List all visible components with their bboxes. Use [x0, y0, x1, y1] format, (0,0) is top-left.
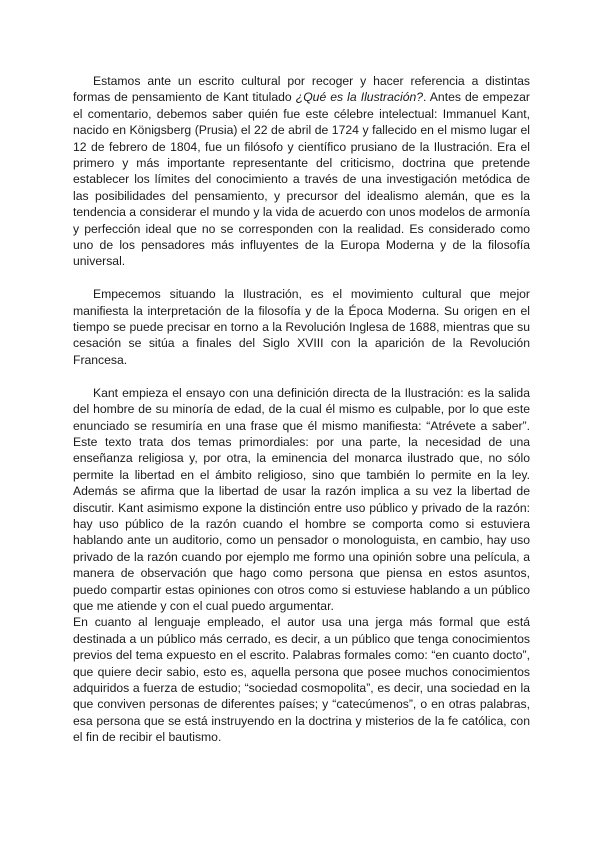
paragraph-intro-rest: . Antes de empezar el comentario, debemos saber quién fue este célebre intelectual: Immanuel Kant, nacido en Königsberg (Prusia) el 22 de abril de 1724 y fallecido en el mismo lugar el 12 de febrero de 1804, fue un filósofo y científico prusiano de la Ilustración. Era el primero y más importante representante del criticismo, doctrina que pretende establecer los límites del conocimiento a través de una investigación metódica de las posibilidades del pensamiento, y precursor del idealismo alemán, que es la tendencia a considerar el mundo y la vida de acuerdo con unos modelos de armonía y perfección ideal que no se corresponden con la realidad. Es considerado como uno de los pensadores más influyentes de la Europa Moderna y de la filosofía universal. [73, 90, 530, 269]
paragraph-enlightenment: Empecemos situando la Ilustración, es el movimiento cultural que mejor manifiesta la interpretación de la filosofía y de la Época Moderna. Su origen en el tiempo se puede precisar en torno a la Revolución Inglesa de 1688, mientras que su cesación se sitúa a finales del Siglo XVIII con la aparición de la Revolución Francesa. [73, 287, 530, 367]
paragraph-definition: Kant empieza el ensayo con una definición directa de la Ilustración: es la salida del hombre de su minoría de edad, de la cual él mismo es culpable, por lo que este enunciado se resumiría en una frase que él mismo manifiesta: “Atrévete a saber”. Este texto trata dos temas primordiales: por una parte, la necesidad de una enseñanza religiosa y, por otra, la eminencia del monarca ilustrado que, no sólo permite la libertad en el ámbito religioso, sino que también lo permite en la ley. Además se afirma que la libertad de usar la razón implica a su vez la libertad de discutir. Kant asimismo expone la distinción entre uso público y privado de la razón: hay uso público de la razón cuando el hombre se comporta como si estuviera hablando ante un auditorio, como un pensador o monologuista, en cambio, hay uso privado de la razón cuando por ejemplo me formo una opinión sobre una película, a manera de observación que hago como persona que piensa en estos asuntos, puedo compartir estas opiniones con otros como si estuviese hablando a un público que me atiende y con el cual puedo argumentar. [73, 385, 530, 613]
essay-title: ¿Qué es la Ilustración? [295, 90, 424, 105]
paragraph-intro [73, 73, 530, 270]
paragraph-language: En cuanto al lenguaje empleado, el autor usa una jerga más formal que está destinada a un público más cerrado, es decir, a un público que tenga conocimientos previos del tema expuesto en el escrito. Palabras formales como: “en cuanto docto”, que quiere decir sabio, esto es, aquella persona que posee muchos conocimientos adquiridos a fuerza de estudio; “sociedad cosmopolita”, es decir, una sociedad en la que conviven personas de diferentes países; y “catecúmenos”, o en otras palabras, esa persona que se está instruyendo en la doctrina y misterios de la fe católica, con el fin de recibir el bautismo. [73, 615, 530, 745]
document-body [73, 73, 530, 746]
paragraph-intro-lead: Estamos ante un escrito cultural por recoger y hacer referencia a distintas formas de pensamiento de Kant titulado [73, 74, 530, 105]
